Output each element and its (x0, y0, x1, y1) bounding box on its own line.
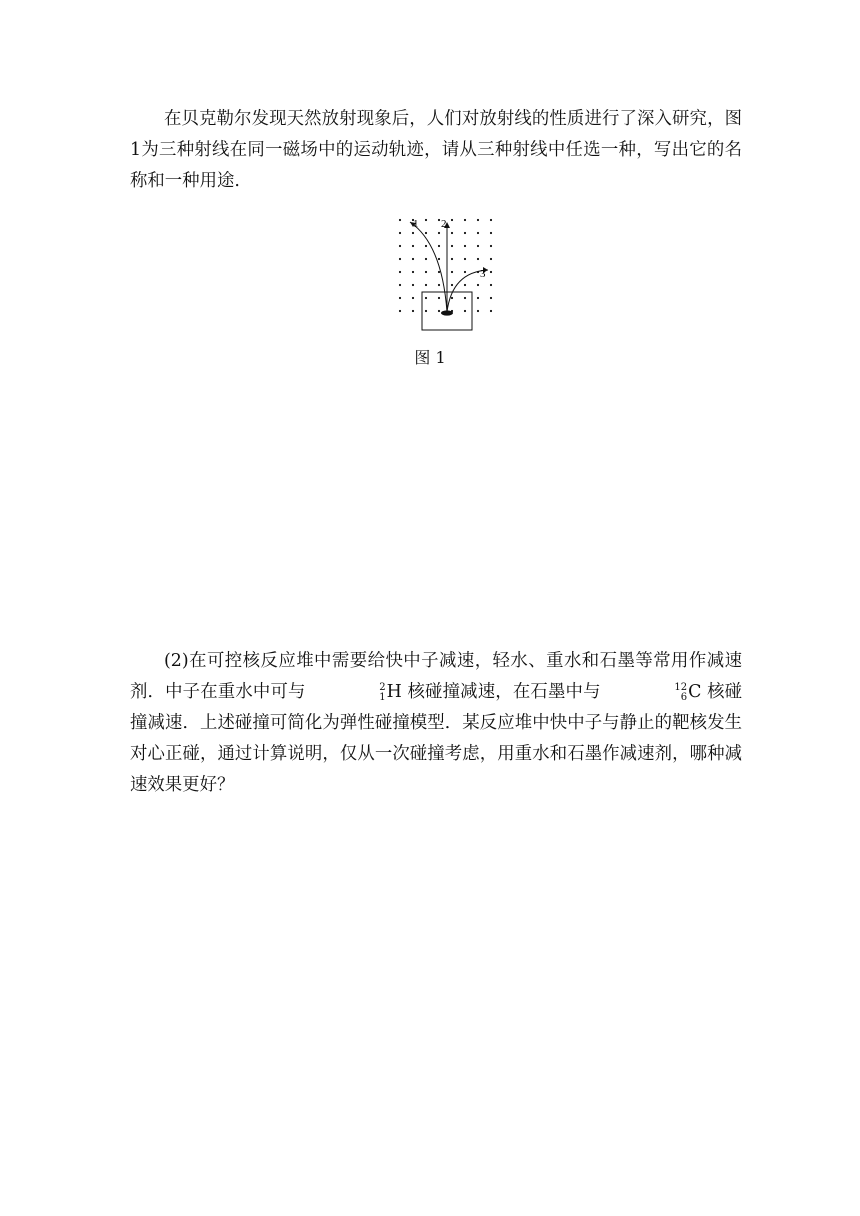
field-dot (477, 310, 479, 312)
field-dot (438, 219, 440, 221)
field-dot (425, 258, 427, 260)
field-dot (464, 310, 466, 312)
isotope-carbon (606, 677, 701, 708)
field-dot (490, 219, 492, 221)
isotope-mass-number: 12 (674, 681, 688, 693)
isotope-atomic-number: 6 (680, 691, 688, 703)
field-dot (399, 271, 401, 273)
field-dot (490, 232, 492, 234)
field-dot (490, 297, 492, 299)
field-dot (490, 310, 492, 312)
field-dot (412, 258, 414, 260)
field-dot (477, 284, 479, 286)
ray-1-label: 1 (413, 218, 419, 230)
isotope-symbol: H (386, 682, 402, 702)
field-dot (490, 258, 492, 260)
question-paragraph-2 (130, 646, 742, 801)
field-dot (425, 232, 427, 234)
field-dot (425, 310, 427, 312)
field-dot (399, 297, 401, 299)
field-dot (464, 271, 466, 273)
field-dot (477, 232, 479, 234)
isotope-deuterium (311, 677, 402, 708)
field-dot (477, 297, 479, 299)
field-dot (490, 245, 492, 247)
field-dot (412, 271, 414, 273)
field-dot (412, 232, 414, 234)
field-dot (399, 258, 401, 260)
figure-caption: 图 1 (414, 348, 446, 367)
question-2-text-c: 核碰撞减速．上述碰撞可简化为弹性碰撞模型．某反应堆中快中子与静止的靶核发生对心正碰，通过计算说明，仅从一次碰撞考虑，用重水和石墨作减速剂，哪种减速效果更好？ (130, 682, 743, 795)
field-dot (438, 284, 440, 286)
field-dot (399, 310, 401, 312)
field-dot (438, 297, 440, 299)
field-dot (412, 284, 414, 286)
ray-1-track (410, 222, 447, 312)
field-dot (425, 219, 427, 221)
ray-2-label: 2 (441, 218, 447, 230)
field-dot (451, 232, 453, 234)
field-dot (412, 245, 414, 247)
field-dot (425, 297, 427, 299)
field-dot (451, 271, 453, 273)
question-2-text-b: 核碰撞减速，在石墨中与 (401, 682, 607, 702)
field-dot (477, 258, 479, 260)
field-dot (451, 297, 453, 299)
field-dot (464, 245, 466, 247)
field-dot (438, 310, 440, 312)
field-dot (490, 271, 492, 273)
field-dot (464, 258, 466, 260)
field-dot (464, 284, 466, 286)
field-dot (464, 219, 466, 221)
ray-3-label: 3 (480, 268, 486, 280)
field-dot (438, 258, 440, 260)
question-paragraph-1: 在贝克勒尔发现天然放射现象后，人们对放射线的性质进行了深入研究，图1为三种射线在同一磁场中的运动轨迹，请从三种射线中任选一种，写出它的名称和一种用途. (130, 109, 742, 191)
field-dot (425, 245, 427, 247)
question-2-text-a: (2)在可控核反应堆中需要给快中子减速，轻水、重水和石墨等常用作减速剂．中子在重水中可与 (130, 651, 742, 702)
field-dot (425, 271, 427, 273)
field-dot (490, 284, 492, 286)
field-dot (477, 219, 479, 221)
field-dot (399, 232, 401, 234)
field-dot (451, 284, 453, 286)
field-dot (399, 219, 401, 221)
field-dot (399, 245, 401, 247)
field-dot (464, 232, 466, 234)
field-dot (438, 271, 440, 273)
field-dot (438, 232, 440, 234)
field-dot (451, 258, 453, 260)
field-dot (451, 219, 453, 221)
isotope-atomic-number: 1 (379, 691, 386, 703)
field-dot (425, 284, 427, 286)
field-dot (464, 297, 466, 299)
isotope-symbol: C (688, 682, 702, 702)
field-dot (399, 284, 401, 286)
field-dot (451, 245, 453, 247)
field-dot (438, 245, 440, 247)
isotope-mass-number: 2 (379, 681, 386, 693)
field-dot (477, 245, 479, 247)
field-dot (412, 310, 414, 312)
field-dot (412, 297, 414, 299)
magnetic-field-figure (394, 214, 498, 334)
